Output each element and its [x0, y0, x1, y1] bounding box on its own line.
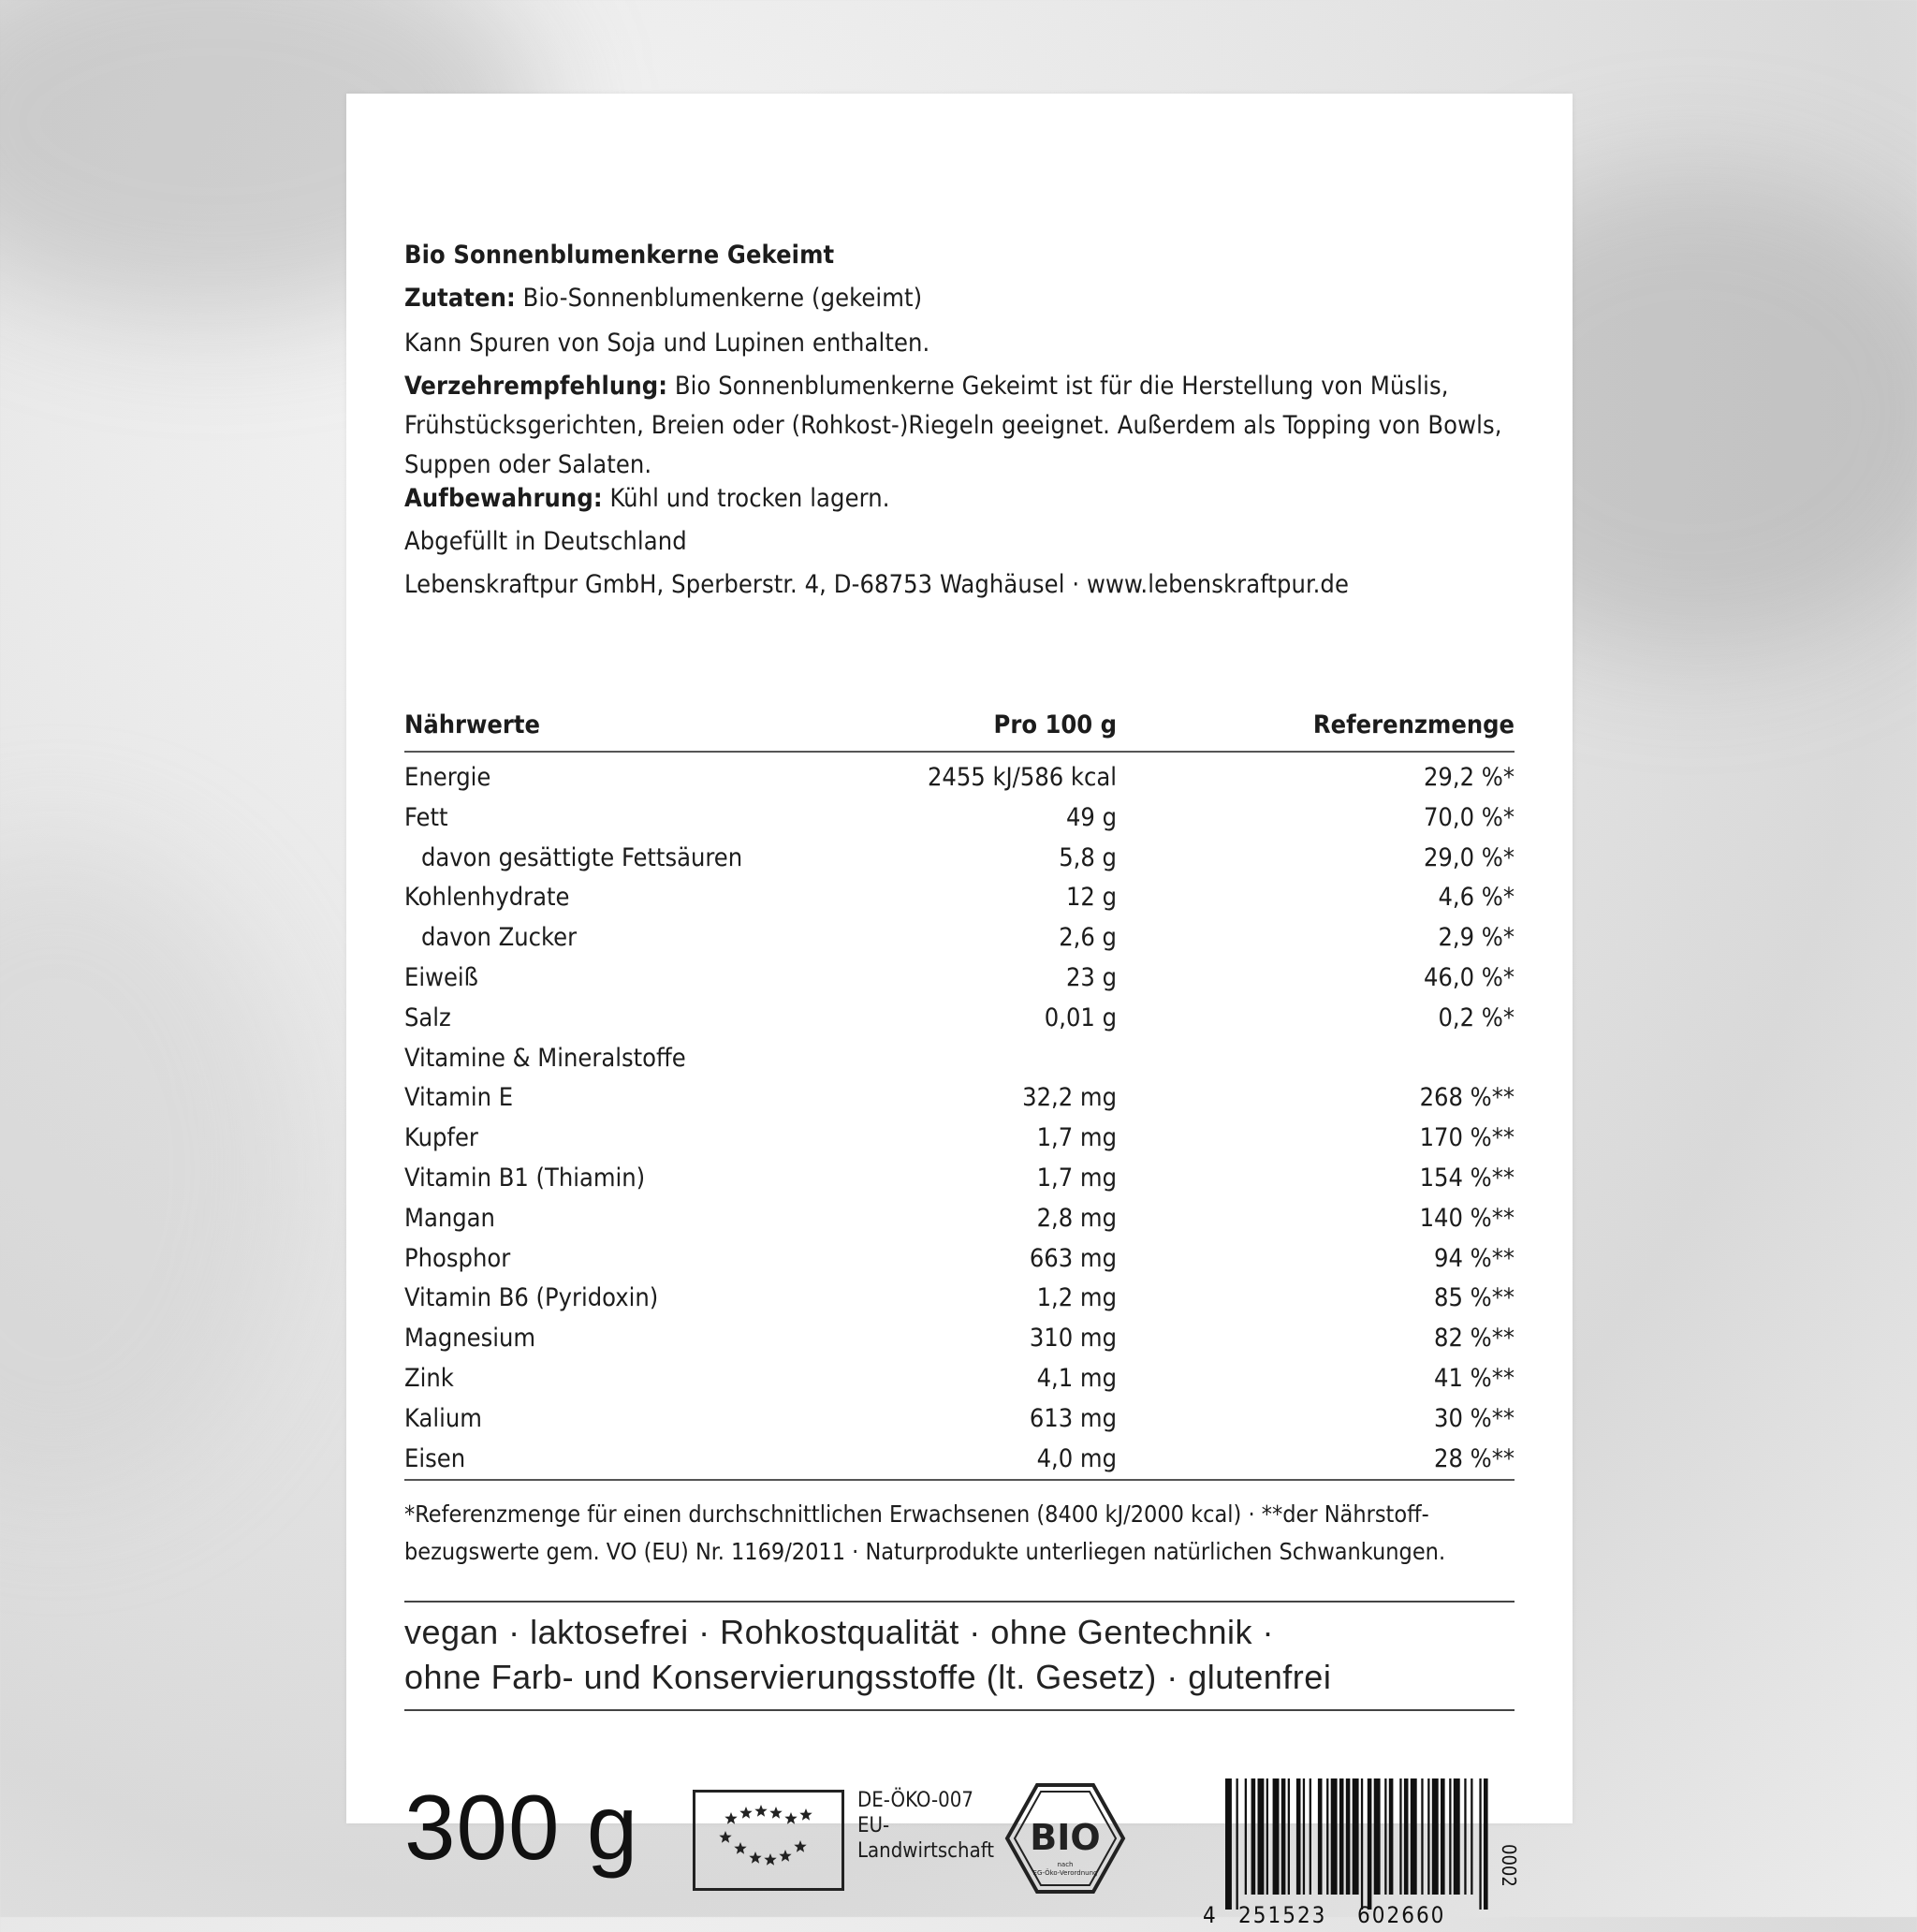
- nutrient-value: 0,01 g: [1044, 1003, 1117, 1032]
- divider-bottom: [404, 1709, 1515, 1711]
- nutrition-row: [404, 1399, 1515, 1440]
- eu-line-3: Landwirtschaft: [857, 1839, 995, 1863]
- eu-leaf-star: [749, 1852, 761, 1864]
- barcode-bar: [1346, 1778, 1351, 1895]
- eu-leaf-star: [794, 1840, 806, 1852]
- bio-seal-text: BIO: [1030, 1817, 1101, 1858]
- nutrition-row: [404, 798, 1515, 839]
- nutrient-reference: 2,9 %*: [1438, 923, 1515, 953]
- nutrient-reference: 46,0 %*: [1423, 962, 1515, 992]
- barcode-bar: [1225, 1778, 1232, 1910]
- ingredients-text: Bio-Sonnenblumenkerne (gekeimt): [515, 284, 923, 313]
- barcode-bar: [1411, 1778, 1417, 1895]
- nutrient-value: 4,1 mg: [1036, 1363, 1117, 1393]
- eu-line-2: EU-: [857, 1814, 890, 1837]
- nutrient-value: 613 mg: [1029, 1403, 1117, 1433]
- nutrition-row: [404, 758, 1515, 798]
- barcode-bar: [1353, 1778, 1359, 1895]
- nutrition-row: [404, 1159, 1515, 1199]
- nutrient-value: 23 g: [1065, 962, 1117, 992]
- eu-leaf-star: [739, 1807, 752, 1819]
- nutrition-row: [404, 878, 1515, 918]
- nutrient-value: 663 mg: [1029, 1243, 1117, 1273]
- nutrition-row: [404, 839, 1515, 879]
- nutrient-reference: 140 %**: [1419, 1203, 1515, 1233]
- barcode-bar: [1258, 1778, 1265, 1895]
- nutrient-reference: 154 %**: [1419, 1163, 1515, 1193]
- recommendation-label: Verzehrempfehlung:: [404, 372, 668, 401]
- barcode-digits-left: 251523: [1238, 1902, 1327, 1928]
- nutrient-name: Kupfer: [404, 1123, 478, 1153]
- nutrient-value: 2,6 g: [1059, 923, 1117, 953]
- barcode-bar: [1318, 1778, 1323, 1895]
- nutrition-row: [404, 1359, 1515, 1399]
- barcode-bar: [1288, 1778, 1290, 1895]
- nutrient-reference: 0,2 %*: [1438, 1003, 1515, 1032]
- barcode-bar: [1479, 1778, 1481, 1910]
- product-label: [346, 94, 1573, 1928]
- divider-top: [404, 1601, 1515, 1603]
- nutrition-row: [404, 959, 1515, 999]
- nutrient-value: 49 g: [1065, 802, 1117, 832]
- barcode-bar: [1399, 1778, 1401, 1895]
- nutrition-row: [404, 1239, 1515, 1280]
- nutrient-name: Vitamin E: [404, 1083, 514, 1113]
- nutrient-name: Vitamin B1 (Thiamin): [404, 1163, 646, 1193]
- header-reference: Referenzmenge: [1312, 710, 1515, 739]
- eu-leaf-star: [779, 1850, 791, 1862]
- nutrient-reference: 4,6 %*: [1438, 883, 1515, 913]
- nutrition-row: [404, 918, 1515, 959]
- nutrition-row: [404, 1078, 1515, 1119]
- ingredients-label: Zutaten:: [404, 284, 516, 313]
- nutrient-name: Eisen: [404, 1443, 466, 1473]
- nutrient-value: 32,2 mg: [1022, 1083, 1117, 1113]
- bio-seal-icon: [1003, 1782, 1127, 1895]
- barcode-bar: [1374, 1778, 1381, 1895]
- company-text: Lebenskraftpur GmbH, Sperberstr. 4, D-68753 Waghäusel · www.lebenskraftpur.de: [404, 570, 1350, 599]
- nutrient-value: 310 mg: [1029, 1324, 1117, 1354]
- nutrient-name: Energie: [404, 763, 491, 792]
- barcode-digit-first: 4: [1203, 1902, 1216, 1928]
- nutrient-value: 1,2 mg: [1036, 1283, 1117, 1313]
- barcode-bar: [1273, 1778, 1280, 1895]
- eu-organic-leaf-icon: [693, 1790, 844, 1891]
- nutrient-reference: 70,0 %*: [1423, 802, 1515, 832]
- eu-leaf-star: [784, 1812, 797, 1824]
- nutrition-rows: [404, 753, 1515, 1481]
- nutrient-reference: 30 %**: [1434, 1403, 1515, 1433]
- nutrient-reference: 41 %**: [1434, 1363, 1515, 1393]
- barcode-bar: [1245, 1778, 1247, 1895]
- nutrient-name: Kohlenhydrate: [404, 883, 570, 913]
- eu-leaf-star: [764, 1853, 776, 1866]
- nutrient-name: Fett: [404, 802, 448, 832]
- eu-leaf-star: [719, 1831, 731, 1843]
- header-per-100g: Pro 100 g: [993, 710, 1117, 739]
- nutrient-reference: 82 %**: [1434, 1324, 1515, 1354]
- nutrient-reference: 85 %**: [1434, 1283, 1515, 1313]
- barcode-bar: [1432, 1778, 1439, 1895]
- claims-line-2: ohne Farb- und Konservierungsstoffe (lt. Gesetz) · glutenfrei: [404, 1658, 1332, 1696]
- barcode-bar: [1454, 1778, 1460, 1895]
- nutrient-reference: 29,2 %*: [1423, 763, 1515, 792]
- nutrient-value: 4,0 mg: [1036, 1443, 1117, 1473]
- nutrient-value: 5,8 g: [1059, 842, 1117, 872]
- barcode-bar: [1449, 1778, 1451, 1895]
- product-title: Bio Sonnenblumenkerne Gekeimt: [404, 241, 835, 270]
- nutrition-table: [404, 704, 1515, 1481]
- storage-text: Kühl und trocken lagern.: [602, 484, 890, 513]
- barcode-bar: [1251, 1778, 1256, 1895]
- nutrient-value: 2455 kJ/586 kcal: [927, 763, 1117, 792]
- nutrient-name: davon Zucker: [421, 923, 578, 953]
- nutrient-value: 12 g: [1065, 883, 1117, 913]
- traces-text: Kann Spuren von Soja und Lupinen enthalten.: [404, 329, 930, 358]
- nutrition-row: [404, 1440, 1515, 1482]
- net-weight: 300 g: [404, 1776, 639, 1879]
- barcode-bar: [1303, 1778, 1305, 1895]
- header-nutrient: Nährwerte: [404, 710, 540, 739]
- nutrient-value: 2,8 mg: [1036, 1203, 1117, 1233]
- claims-line-1: vegan · laktosefrei · Rohkostqualität · ohne Gentechnik ·: [404, 1613, 1274, 1651]
- bio-seal-small-1: nach: [1057, 1861, 1074, 1868]
- recommendation-text: Bio Sonnenblumenkerne Gekeimt ist für die Herstellung von Müslis, Frühstücksgerichten, Breien oder (Rohkost-)Riegeln geeignet. Außerdem als Topping von Bowls, Suppen oder Salaten.: [404, 372, 1502, 479]
- nutrient-reference: 28 %**: [1434, 1443, 1515, 1473]
- barcode-bar: [1464, 1778, 1466, 1895]
- nutrition-row: [404, 1199, 1515, 1239]
- eu-organic-text: [857, 1788, 994, 1864]
- nutrient-name: Magnesium: [404, 1324, 536, 1354]
- nutrition-row: [404, 1279, 1515, 1319]
- nutrition-row: [404, 1119, 1515, 1159]
- barcode-bar: [1427, 1778, 1429, 1895]
- product-claims: [404, 1610, 1515, 1700]
- barcode-digits-right: 602660: [1357, 1902, 1446, 1928]
- nutrient-reference: 268 %**: [1419, 1083, 1515, 1113]
- footnote-line-1: *Referenzmenge für einen durchschnittlichen Erwachsenen (8400 kJ/2000 kcal) · **der Nährstoff-: [404, 1500, 1429, 1528]
- barcode-bar: [1237, 1778, 1238, 1910]
- barcode-bar: [1471, 1778, 1472, 1895]
- barcode-bar: [1389, 1778, 1394, 1895]
- nutrient-reference: 170 %**: [1419, 1123, 1515, 1153]
- barcode-bar: [1384, 1778, 1386, 1895]
- nutrition-row: [404, 1039, 1515, 1079]
- barcode-bar: [1484, 1778, 1488, 1910]
- barcode-bar: [1361, 1778, 1363, 1910]
- origin-text: Abgefüllt in Deutschland: [404, 527, 687, 556]
- nutrient-reference: 94 %**: [1434, 1243, 1515, 1273]
- nutrient-name: Eiweiß: [404, 962, 478, 992]
- barcode-bar: [1404, 1778, 1409, 1895]
- nutrient-reference: 29,0 %*: [1423, 842, 1515, 872]
- eu-leaf-star: [754, 1805, 767, 1817]
- nutrient-name: Zink: [404, 1363, 454, 1393]
- nutrition-header: [404, 704, 1515, 753]
- eu-leaf-star: [724, 1812, 737, 1824]
- nutrition-row: [404, 1319, 1515, 1359]
- eu-leaf-star: [734, 1842, 746, 1854]
- bio-seal-small-2: EG-Öko-Verordnung: [1032, 1869, 1098, 1877]
- nutrient-name: Vitamine & Mineralstoffe: [404, 1043, 686, 1073]
- storage-label: Aufbewahrung:: [404, 484, 603, 513]
- nutrient-value: 1,7 mg: [1036, 1163, 1117, 1193]
- barcode-bar: [1339, 1778, 1344, 1895]
- eu-code: DE-ÖKO-007: [857, 1789, 973, 1812]
- barcode-addon-digits: 0002: [1498, 1844, 1520, 1887]
- nutrient-name: Vitamin B6 (Pyridoxin): [404, 1283, 659, 1313]
- nutrient-value: 1,7 mg: [1036, 1123, 1117, 1153]
- nutrient-name: Mangan: [404, 1203, 495, 1233]
- barcode-bar: [1368, 1778, 1372, 1910]
- barcode-bar: [1326, 1778, 1328, 1895]
- nutrient-name: Kalium: [404, 1403, 482, 1433]
- barcode-bar: [1441, 1778, 1445, 1895]
- barcode-bar: [1421, 1778, 1423, 1895]
- eu-leaf-star: [769, 1807, 782, 1819]
- barcode-bar: [1296, 1778, 1301, 1895]
- nutrition-footnote: [404, 1496, 1515, 1571]
- nutrient-name: Phosphor: [404, 1243, 511, 1273]
- barcode: [1203, 1778, 1520, 1928]
- nutrition-row: [404, 999, 1515, 1039]
- footnote-line-2: bezugswerte gem. VO (EU) Nr. 1169/2011 · Naturprodukte unterliegen natürlichen Schwankungen.: [404, 1538, 1446, 1565]
- barcode-bar: [1281, 1778, 1286, 1895]
- eu-leaf-star: [799, 1808, 812, 1821]
- nutrient-name: Salz: [404, 1003, 451, 1032]
- barcode-bar: [1310, 1778, 1311, 1895]
- barcode-bar: [1266, 1778, 1268, 1895]
- nutrient-name: davon gesättigte Fettsäuren: [421, 842, 743, 872]
- barcode-bar: [1331, 1778, 1338, 1895]
